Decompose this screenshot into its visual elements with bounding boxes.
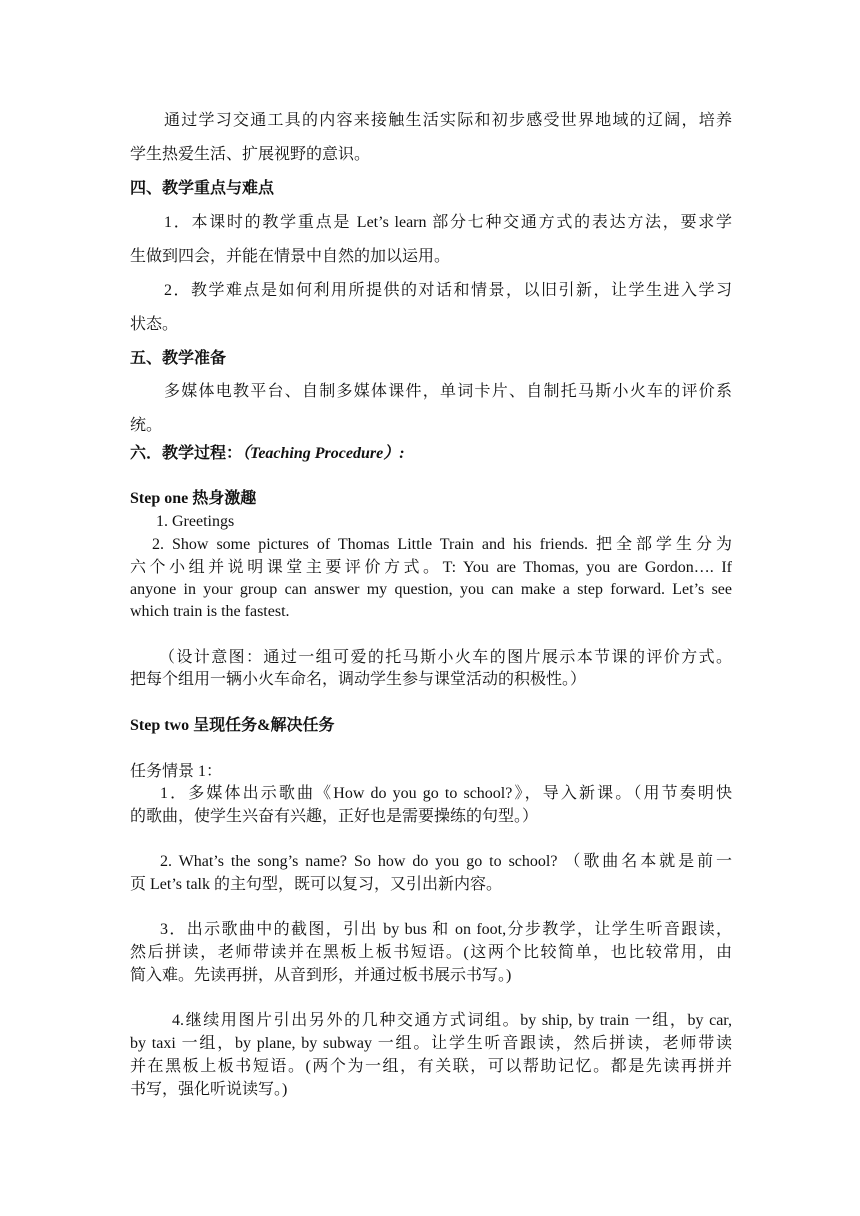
paragraph-line: 学生热爱生活、扩展视野的意识。 <box>130 146 371 163</box>
paragraph-line: 状态。 <box>130 316 179 333</box>
paragraph-line: 2. Show some pictures of Thomas Little Train and his friends. 把全部学生分为 <box>152 536 732 553</box>
section-heading-6 <box>130 444 405 464</box>
paragraph-line: 3．出示歌曲中的截图，引出 by bus 和 on foot,分步教学，让学生听音跟读， <box>160 921 732 938</box>
task-label: 任务情景 1： <box>130 763 223 780</box>
paragraph-line: 页 Let’s talk 的主句型，既可以复习，又引出新内容。 <box>130 876 502 893</box>
paragraph-line: 4.继续用图片引出另外的几种交通方式词组。by ship, by train 一组，by car, <box>172 1012 732 1029</box>
paragraph-line: anyone in your group can answer my question, you can make a step forward. Let’s see <box>130 581 732 598</box>
paragraph-line: 把每个组用一辆小火车命名，调动学生参与课堂活动的积极性。） <box>130 671 587 688</box>
heading-en: （Teaching Procedure）: <box>242 445 405 462</box>
heading-cn: 六．教学过程： <box>130 445 243 462</box>
paragraph-line: 2. What’s the song’s name? So how do you go to school? （歌曲名本就是前一 <box>160 853 732 870</box>
paragraph-line: 多媒体电教平台、自制多媒体课件，单词卡片、自制托马斯小火车的评价系 <box>164 383 732 400</box>
section-heading-4: 四、教学重点与难点 <box>130 180 275 197</box>
paragraph-line: 1．本课时的教学重点是 Let’s learn 部分七种交通方式的表达方法，要求学 <box>164 214 732 231</box>
paragraph-line: 书写，强化听说读写。) <box>130 1081 288 1098</box>
section-heading-5: 五、教学准备 <box>130 350 227 367</box>
step-two-heading: Step two 呈现任务&解决任务 <box>130 717 335 734</box>
paragraph-line: by taxi 一组，by plane, by subway 一组。让学生听音跟读，然后拼读，老师带读 <box>130 1035 732 1052</box>
paragraph-line: 然后拼读，老师带读并在黑板上板书短语。(这两个比较简单，也比较常用，由 <box>130 944 732 961</box>
paragraph-line: （设计意图：通过一组可爱的托马斯小火车的图片展示本节课的评价方式。 <box>159 649 732 666</box>
paragraph-line: 1．多媒体出示歌曲《How do you go to school?》，导入新课。（用节奏明快 <box>160 785 732 802</box>
paragraph-line: which train is the fastest. <box>130 603 290 620</box>
paragraph-line: 1. Greetings <box>156 513 235 530</box>
paragraph-line: 的歌曲，使学生兴奋有兴趣，正好也是需要操练的句型。） <box>130 808 539 825</box>
paragraph-line: 生做到四会，并能在情景中自然的加以运用。 <box>130 248 451 265</box>
paragraph-line: 2．教学难点是如何利用所提供的对话和情景，以旧引新，让学生进入学习 <box>164 282 732 299</box>
paragraph-line: 并在黑板上板书短语。(两个为一组，有关联，可以帮助记忆。都是先读再拼并 <box>130 1058 732 1075</box>
step-one-heading: Step one 热身激趣 <box>130 490 257 507</box>
paragraph-line: 统。 <box>130 417 163 434</box>
paragraph-line: 通过学习交通工具的内容来接触生活实际和初步感受世界地域的辽阔，培养 <box>164 112 732 129</box>
paragraph-line: 简入难。先读再拼，从音到形，并通过板书展示书写。) <box>130 967 512 984</box>
paragraph-line: 六个小组并说明课堂主要评价方式。T: You are Thomas, you are Gordon…. If <box>130 559 732 576</box>
